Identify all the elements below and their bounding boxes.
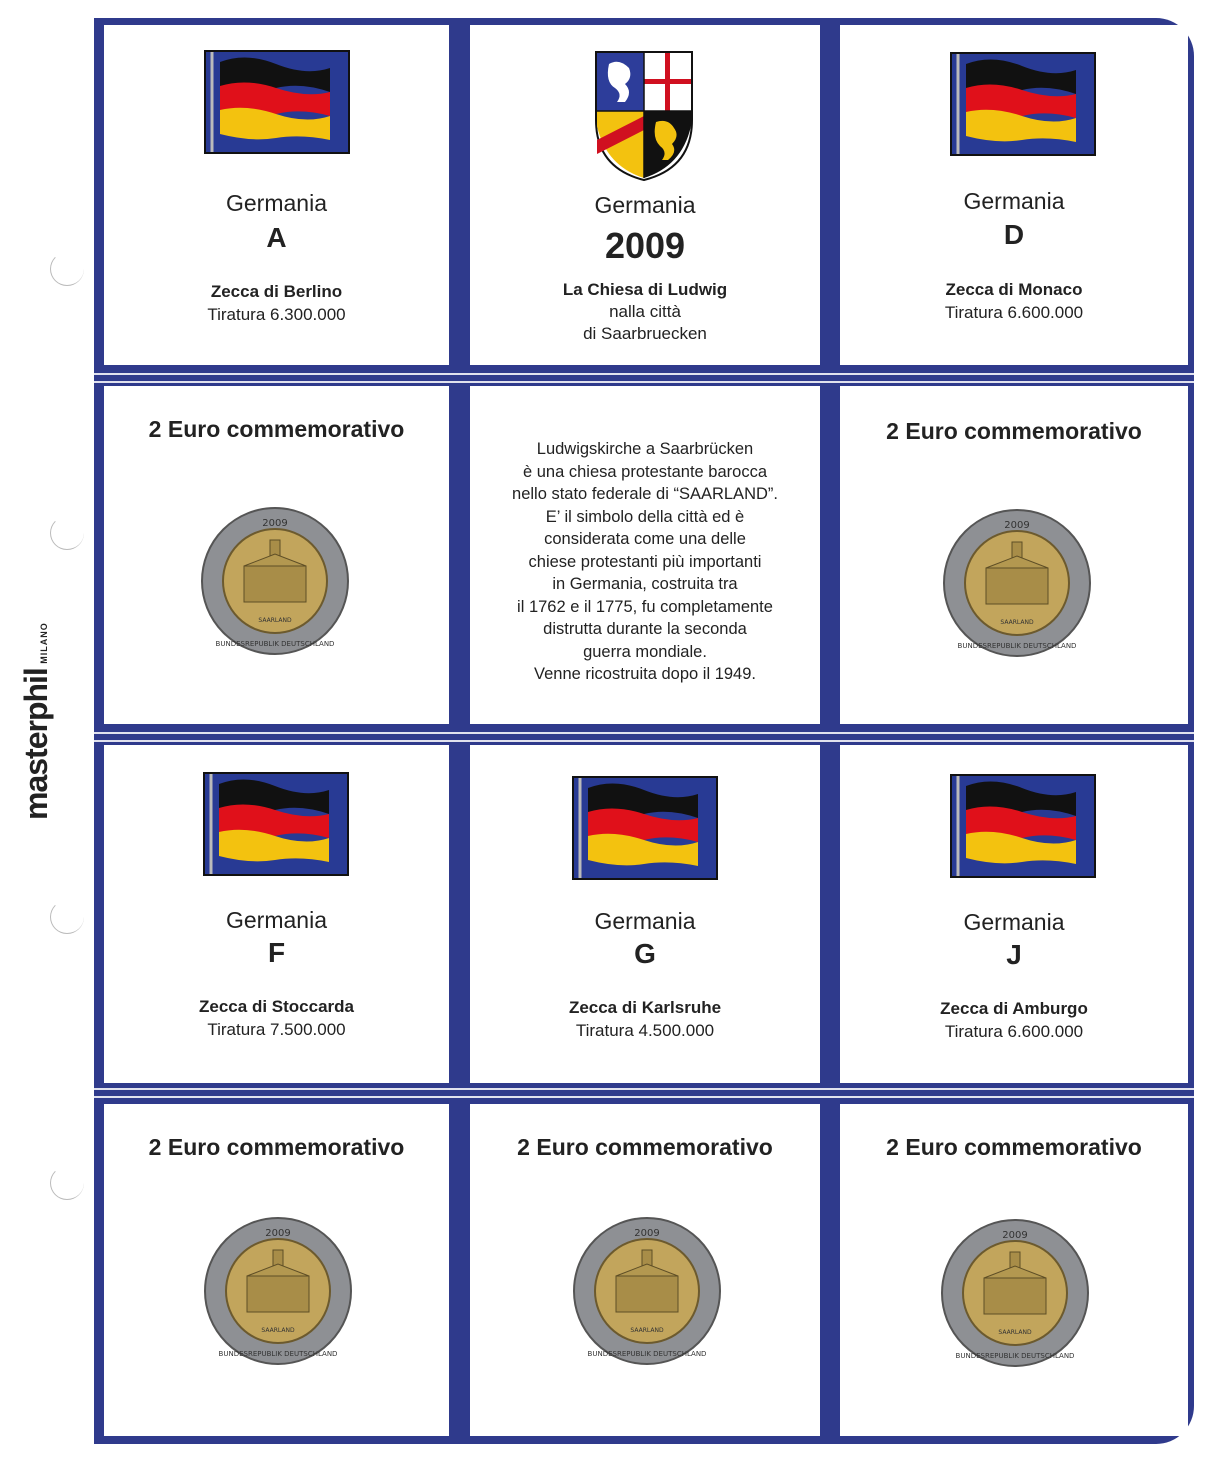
frame-line — [94, 1088, 1194, 1090]
mintage: Tiratura 4.500.000 — [575, 1021, 715, 1040]
german-flag-icon — [952, 776, 1094, 876]
coin-legend: BUNDESREPUBLIK DEUTSCHLAND — [955, 1352, 1075, 1360]
mintage: Tiratura 6.600.000 — [944, 1022, 1084, 1041]
coin-region: SAARLAND — [1000, 619, 1034, 626]
coin-year: 2009 — [634, 1228, 660, 1239]
description-line: distrutta durante la seconda — [543, 620, 747, 638]
mintage: Tiratura 6.300.000 — [207, 305, 346, 324]
coin-cell-a — [104, 386, 449, 724]
brand-city: MILANO — [39, 622, 49, 664]
mint-mark: G — [634, 938, 656, 969]
mint-mark: D — [1003, 219, 1025, 250]
coin-label: 2 Euro commemorativo — [148, 416, 405, 442]
coin-label: 2 Euro commemorativo — [886, 1134, 1142, 1160]
german-flag-icon — [574, 778, 716, 878]
coin-legend: BUNDESREPUBLIK DEUTSCHLAND — [218, 1350, 338, 1358]
euro-coin-icon — [203, 1216, 353, 1366]
description-line: Ludwigskirche a Saarbrücken — [536, 440, 754, 458]
frame-line — [94, 373, 1194, 375]
description-line: nello stato federale di “SAARLAND”. — [512, 485, 778, 503]
info-cell-center — [470, 25, 820, 365]
description-line: guerra mondiale. — [583, 642, 707, 661]
coin-theme-line: nalla città — [609, 302, 681, 321]
mint-mark: J — [1006, 939, 1022, 970]
coin-year: 2009 — [1002, 1230, 1028, 1241]
german-flag — [203, 772, 349, 876]
coin-cell-d — [840, 386, 1188, 724]
mint-name: Zecca di Stoccarda — [199, 997, 354, 1016]
frame-line — [94, 732, 1194, 734]
coin-theme-line: di Saarbruecken — [583, 324, 707, 343]
euro-coin-icon — [942, 508, 1092, 658]
coin-label: 2 Euro commemorativo — [886, 418, 1142, 444]
german-flag — [572, 776, 718, 880]
church-description — [480, 438, 810, 686]
mint-mark: A — [266, 222, 287, 253]
country-name: Germania — [594, 192, 696, 218]
german-flag-icon — [952, 54, 1094, 154]
german-flag — [204, 50, 350, 154]
description-line: è una chiesa protestante barocca — [523, 462, 767, 481]
issue-year: 2009 — [604, 225, 686, 266]
frame-line — [94, 740, 1194, 742]
brand-name: masterphil — [18, 668, 54, 820]
frame-line — [94, 1096, 1194, 1098]
coin-cell-j — [840, 1104, 1188, 1436]
coin-year: 2009 — [1004, 520, 1030, 531]
saarland-coat-of-arms-icon — [594, 50, 694, 182]
coin-year: 2009 — [265, 1228, 291, 1239]
coin-legend: BUNDESREPUBLIK DEUTSCHLAND — [215, 640, 335, 648]
info-cell-g — [470, 745, 820, 1083]
coin-region: SAARLAND — [630, 1327, 664, 1334]
coin-cell-g — [470, 1104, 820, 1436]
euro-coin-icon — [200, 506, 350, 656]
description-line: considerata come una delle — [544, 530, 746, 548]
german-flag — [950, 774, 1096, 878]
coin-label: 2 Euro commemorativo — [148, 1134, 405, 1160]
coin-region: SAARLAND — [258, 617, 292, 624]
mint-name: Zecca di Amburgo — [940, 999, 1088, 1018]
mint-name: Zecca di Berlino — [210, 282, 343, 301]
binder-hole — [50, 1166, 84, 1200]
coin-region: SAARLAND — [261, 1327, 295, 1334]
country-name: Germania — [963, 909, 1065, 935]
coin-region: SAARLAND — [998, 1329, 1032, 1336]
euro-coin-icon — [572, 1216, 722, 1366]
country-name: Germania — [594, 908, 696, 934]
country-name: Germania — [963, 188, 1065, 214]
coin-cell-f — [104, 1104, 449, 1436]
description-line: il 1762 e il 1775, fu completamente — [517, 597, 773, 616]
german-flag — [950, 52, 1096, 156]
mint-name: Zecca di Monaco — [945, 280, 1083, 299]
mint-mark: F — [267, 937, 286, 968]
coin-year: 2009 — [262, 518, 288, 529]
description-line: E’ il simbolo della città ed è — [545, 507, 745, 526]
mintage: Tiratura 6.600.000 — [944, 303, 1084, 322]
coin-label: 2 Euro commemorativo — [517, 1134, 773, 1160]
german-flag-icon — [205, 774, 347, 874]
info-cell-d — [840, 25, 1188, 365]
euro-coin-icon — [940, 1218, 1090, 1368]
country-name: Germania — [226, 907, 327, 933]
brand-logo — [18, 622, 55, 820]
description-line: Venne ricostruita dopo il 1949. — [534, 665, 756, 683]
binder-hole — [50, 516, 84, 550]
country-name: Germania — [226, 190, 327, 216]
info-cell-j — [840, 745, 1188, 1083]
coin-legend: BUNDESREPUBLIK DEUTSCHLAND — [957, 642, 1077, 650]
german-flag-icon — [206, 52, 348, 152]
mint-name: Zecca di Karlsruhe — [568, 998, 722, 1017]
description-cell — [470, 386, 820, 724]
description-line: in Germania, costruita tra — [552, 575, 738, 593]
info-cell-f — [104, 745, 449, 1083]
frame-line — [94, 381, 1194, 383]
mintage: Tiratura 7.500.000 — [207, 1020, 346, 1039]
info-cell-a — [104, 25, 449, 365]
coin-legend: BUNDESREPUBLIK DEUTSCHLAND — [587, 1350, 707, 1358]
description-line: chiese protestanti più importanti — [528, 552, 762, 571]
binder-hole — [50, 252, 84, 286]
binder-hole — [50, 900, 84, 934]
coin-theme: La Chiesa di Ludwig — [562, 280, 728, 299]
